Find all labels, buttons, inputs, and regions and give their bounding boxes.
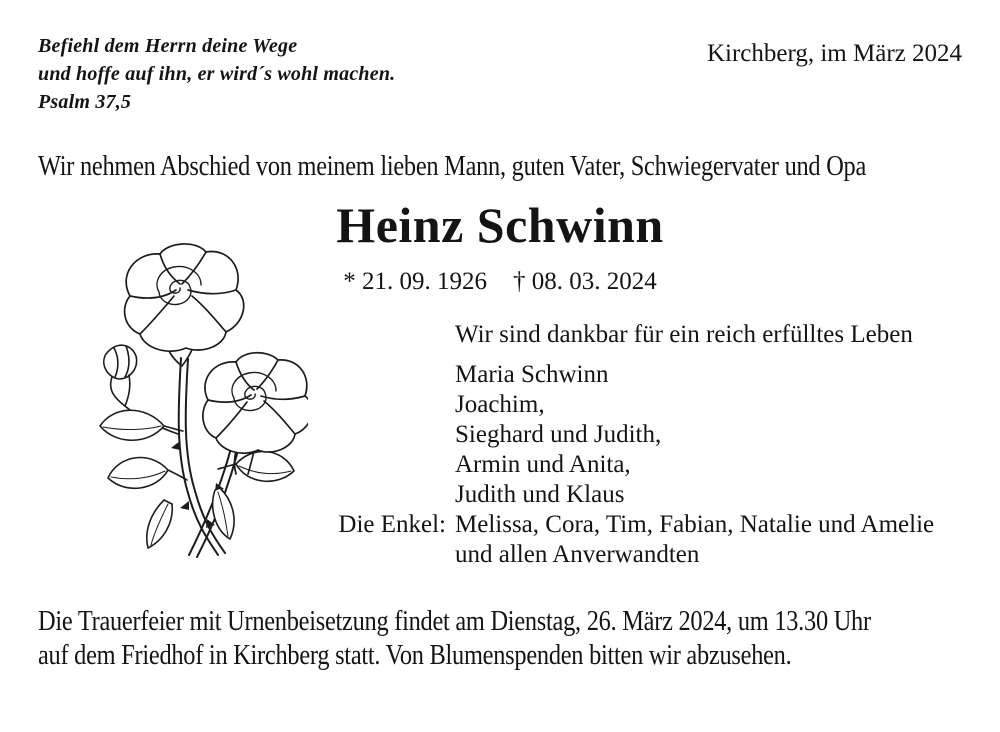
scripture-reference: Psalm 37,5 xyxy=(38,91,132,113)
grandchildren-label: Die Enkel: xyxy=(338,511,446,538)
mourner-name: Joachim, xyxy=(455,391,545,418)
deceased-name: Heinz Schwinn xyxy=(336,197,664,253)
closing-line: und allen Anverwandten xyxy=(455,541,700,568)
mourners-list xyxy=(455,360,934,510)
grandchildren-names: Melissa, Cora, Tim, Fabian, Natalie und Amelie xyxy=(455,511,935,538)
scripture-line: und hoffe auf ihn, er wird´s wohl machen. xyxy=(38,63,396,85)
intro-line: Wir nehmen Abschied von meinem lieben Mann, guten Vater, Schwiegervater und Opa xyxy=(38,150,867,182)
place-dateline: Kirchberg, im März 2024 xyxy=(706,40,962,67)
gratitude-line: Wir sind dankbar für ein reich erfülltes Leben xyxy=(455,321,913,348)
grandchildren-row xyxy=(338,510,935,540)
tribute-block xyxy=(338,320,935,570)
mourner-name: Judith und Klaus xyxy=(455,481,625,508)
death-date: † 08. 03. 2024 xyxy=(513,268,657,295)
mourner-name: Maria Schwinn xyxy=(455,361,609,388)
scripture-line: Befiehl dem Herrn deine Wege xyxy=(38,35,298,57)
birth-date: * 21. 09. 1926 xyxy=(343,268,487,295)
mourner-name: Armin und Anita, xyxy=(455,451,631,478)
funeral-notice-line: Die Trauerfeier mit Urnenbeisetzung findet am Dienstag, 26. März 2024, um 13.30 Uhr xyxy=(38,605,871,637)
funeral-notice xyxy=(38,604,871,672)
funeral-notice-line: auf dem Friedhof in Kirchberg statt. Von Blumenspenden bitten wir abzusehen. xyxy=(38,639,792,671)
roses-illustration xyxy=(68,238,308,565)
mourner-name: Sieghard und Judith, xyxy=(455,421,662,448)
scripture-quote xyxy=(38,32,395,116)
